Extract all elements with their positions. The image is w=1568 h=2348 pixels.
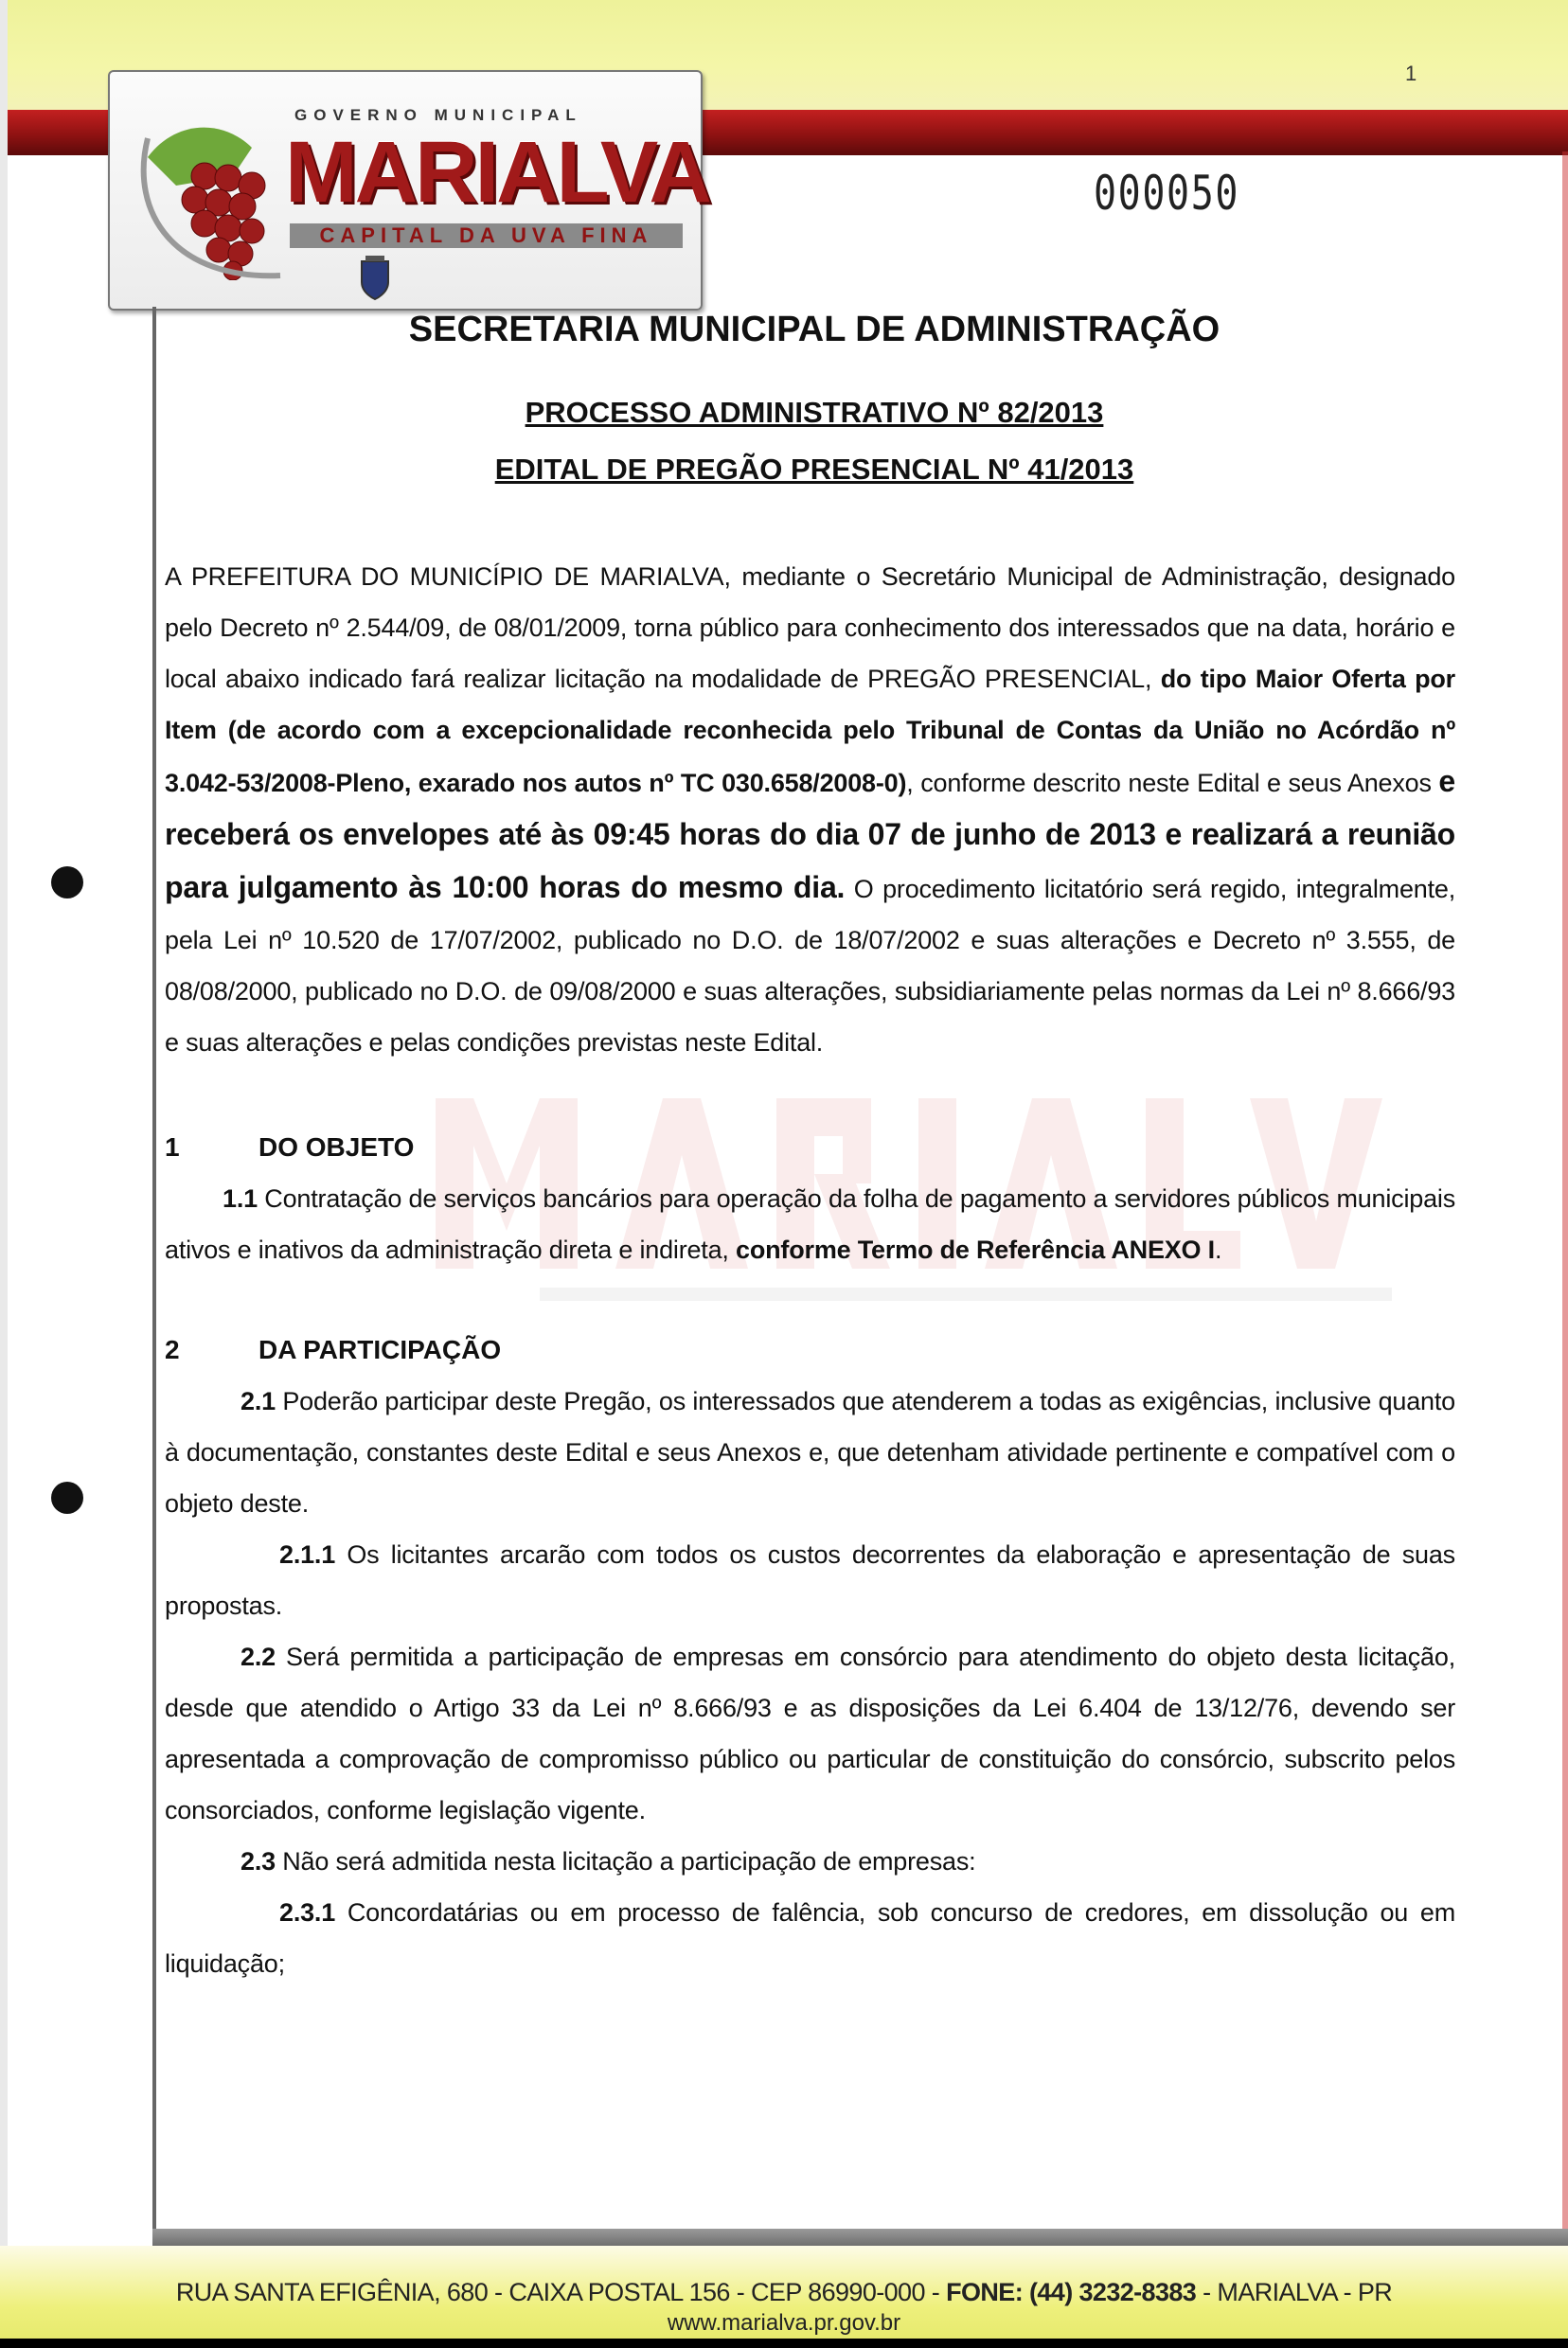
stamp-number: 000050	[1094, 166, 1240, 221]
footer-website-link[interactable]: www.marialva.pr.gov.br	[667, 2310, 901, 2336]
frame-bottom-bar	[152, 2229, 1568, 2246]
intro-text: A PREFEITURA DO MUNICÍPIO DE MARIALVA, mediante o Secretário Municipal de Administração, designado pelo Decreto nº 2.544/09, de 08/01/2009, torna público para conhecimento dos interessados que na data, horário e local abaixo indicado fará realizar licitação na modalidade de PREGÃO PRESENCIAL,	[165, 562, 1455, 693]
clause-end: .	[1214, 1236, 1222, 1264]
clause-text: Os licitantes arcarão com todos os custos decorrentes da elaboração e apresentação de suas propostas.	[165, 1540, 1455, 1620]
clause-text: Poderão participar deste Pregão, os interessados que atenderem a todas as exigências, inclusive quanto à documentação, constantes deste Edital e seus Anexos e, que detenham atividade pertinente e compatível com o objeto deste.	[165, 1387, 1455, 1518]
clause-2-1	[165, 1376, 1455, 1529]
edital-title: EDITAL DE PREGÃO PRESENCIAL Nº 41/2013	[494, 453, 1134, 486]
clause-number: 1.1	[223, 1184, 258, 1213]
clause-2-2	[165, 1631, 1455, 1836]
clause-number: 2.3.1	[279, 1898, 336, 1927]
section-number: 2	[165, 1335, 180, 1364]
clause-text: Não será admitida nesta licitação a participação de empresas:	[275, 1847, 976, 1876]
address-city: - MARIALVA - PR	[1196, 2278, 1393, 2306]
footer-address	[0, 2278, 1568, 2307]
clause-number: 2.3	[241, 1847, 276, 1876]
clause-text: Concordatárias ou em processo de falência, sob concurso de credores, em dissolução ou em liquidação;	[165, 1898, 1455, 1978]
logo-tagline: CAPITAL DA UVA FINA	[290, 223, 683, 248]
document-body	[165, 551, 1455, 1989]
frame-left-line	[152, 307, 156, 2238]
clause-number: 2.1	[241, 1387, 276, 1415]
page-number: 1	[1405, 62, 1417, 85]
intro-bold-text: e receberá os envelopes até às 09:45 horas do dia 07 de junho de 2013 e realizará a reunião para julgamento às 10:00 horas do mesmo dia.	[165, 764, 1455, 904]
section-title: DA PARTICIPAÇÃO	[258, 1335, 502, 1364]
intro-text: , conforme descrito neste Edital e seus Anexos	[906, 769, 1439, 797]
punch-hole	[51, 1482, 83, 1514]
clause-text: Contratação de serviços bancários para operação da folha de pagamento a servidores públicos municipais ativos e inativos da administração direta e indireta,	[165, 1184, 1455, 1264]
section-number: 1	[165, 1132, 180, 1162]
punch-hole	[51, 866, 83, 898]
intro-text: O procedimento licitatório será regido, integralmente, pela Lei nº 10.520 de 17/07/2002, publicado no D.O. de 18/07/2002 e suas alterações e Decreto nº 3.555, de 08/08/2000, publicado no D.O. de 09/08/2000 e suas alterações, subsidiariamente pelas normas da Lei nº 8.666/93 e suas alterações e pelas condições previstas neste Edital.	[165, 875, 1455, 1057]
clause-number: 2.2	[241, 1643, 276, 1671]
clause-2-3-1	[165, 1887, 1455, 1989]
phone-text: FONE: (44) 3232-8383	[946, 2278, 1197, 2306]
grapes-icon	[138, 119, 290, 280]
scan-edge	[0, 0, 8, 2348]
scan-edge-bottom	[0, 2339, 1568, 2348]
clause-bold-text: conforme Termo de Referência ANEXO I	[736, 1236, 1215, 1264]
intro-bold-text: do tipo Maior Oferta por Item (de acordo com a excepcionalidade reconhecida pelo Tribunal de Contas da União no Acórdão nº 3.042-53/2008-Pleno, exarado nos autos nº TC 030.658/2008-0)	[165, 665, 1455, 797]
section-heading-2	[165, 1325, 1455, 1376]
process-title: PROCESSO ADMINISTRATIVO Nº 82/2013	[525, 396, 1104, 429]
clause-number: 2.1.1	[279, 1540, 336, 1569]
address-text: RUA SANTA EFIGÊNIA, 680 - CAIXA POSTAL 156 - CEP 86990-000 -	[175, 2278, 947, 2306]
marialva-logo	[108, 70, 709, 311]
section-title: DO OBJETO	[258, 1132, 415, 1162]
section-heading-1	[165, 1122, 1455, 1173]
logo-name: MARIALVA	[285, 124, 709, 221]
coat-of-arms-icon	[356, 254, 394, 301]
clause-2-3	[165, 1836, 1455, 1887]
clause-text: Será permitida a participação de empresas em consórcio para atendimento do objeto desta licitação, desde que atendido o Artigo 33 da Lei nº 8.666/93 e as disposições da Lei 6.404 de 13/12/76, devendo ser apresentada a comprovação de compromisso público ou particular de constituição do consórcio, subscrito pelos consorciados, conforme legislação vigente.	[165, 1643, 1455, 1824]
clause-1-1	[165, 1173, 1455, 1275]
logo-top-text: GOVERNO MUNICIPAL	[294, 106, 582, 124]
clause-2-1-1	[165, 1529, 1455, 1631]
department-title: SECRETARIA MUNICIPAL DE ADMINISTRAÇÃO	[408, 310, 1221, 349]
intro-paragraph	[165, 551, 1455, 1068]
